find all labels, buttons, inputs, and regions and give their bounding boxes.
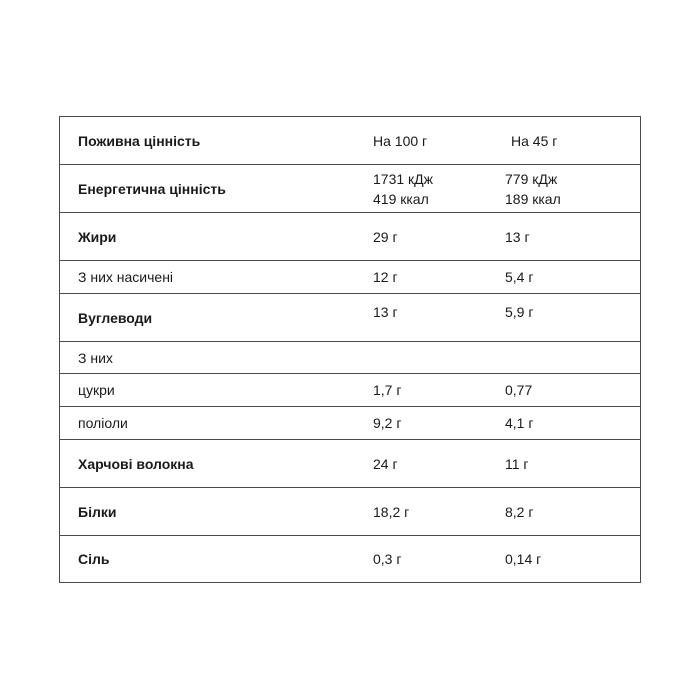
row-label: цукри bbox=[78, 382, 115, 398]
table-row bbox=[60, 213, 640, 261]
row-value-per-45g: 13 г bbox=[505, 229, 530, 245]
header-col-per-45g: На 45 г bbox=[511, 133, 558, 149]
row-value-per-45g bbox=[505, 169, 561, 209]
row-value-per-100g: 13 г bbox=[373, 304, 398, 320]
table-row bbox=[60, 165, 640, 213]
row-label: Вуглеводи bbox=[78, 310, 153, 326]
row-value-per-45g: 11 г bbox=[505, 456, 529, 472]
table-header-row bbox=[60, 117, 640, 165]
row-label: Харчові волокна bbox=[78, 456, 194, 472]
row-label: З них bbox=[78, 350, 113, 366]
row-value-per-100g: 12 г bbox=[373, 269, 398, 285]
row-label: З них насичені bbox=[78, 269, 174, 285]
row-value-per-100g: 0,3 г bbox=[373, 551, 402, 567]
table-row bbox=[60, 488, 640, 536]
row-label: поліоли bbox=[78, 415, 128, 431]
row-label: Сіль bbox=[78, 551, 110, 567]
energy-kcal-100g: 419 ккал bbox=[373, 191, 429, 207]
row-value-per-100g: 24 г bbox=[373, 456, 398, 472]
row-value-per-45g: 4,1 г bbox=[505, 415, 534, 431]
row-value-per-45g: 8,2 г bbox=[505, 504, 534, 520]
energy-kj-45g: 779 кДж bbox=[505, 171, 558, 187]
header-col-per-100g: На 100 г bbox=[373, 133, 428, 149]
row-label: Білки bbox=[78, 504, 117, 520]
header-label: Поживна цінність bbox=[78, 133, 201, 149]
row-value-per-45g: 5,4 г bbox=[505, 269, 534, 285]
table-row bbox=[60, 407, 640, 440]
row-value-per-100g: 1,7 г bbox=[373, 382, 402, 398]
row-label: Жири bbox=[78, 229, 117, 245]
row-value-per-45g: 0,14 г bbox=[505, 551, 542, 567]
row-value-per-100g: 18,2 г bbox=[373, 504, 410, 520]
row-value-per-100g: 9,2 г bbox=[373, 415, 402, 431]
row-value-per-100g: 29 г bbox=[373, 229, 398, 245]
table-row bbox=[60, 342, 640, 374]
table-row bbox=[60, 294, 640, 342]
row-label: Енергетична цінність bbox=[78, 181, 226, 197]
row-value-per-100g bbox=[373, 169, 433, 209]
energy-kj-100g: 1731 кДж bbox=[373, 171, 434, 187]
nutrition-table bbox=[59, 116, 641, 583]
table-row bbox=[60, 261, 640, 294]
table-row bbox=[60, 536, 640, 582]
table-row bbox=[60, 374, 640, 407]
table-row bbox=[60, 440, 640, 488]
row-value-per-45g: 0,77 bbox=[505, 382, 533, 398]
energy-kcal-45g: 189 ккал bbox=[505, 191, 561, 207]
row-value-per-45g: 5,9 г bbox=[505, 304, 534, 320]
